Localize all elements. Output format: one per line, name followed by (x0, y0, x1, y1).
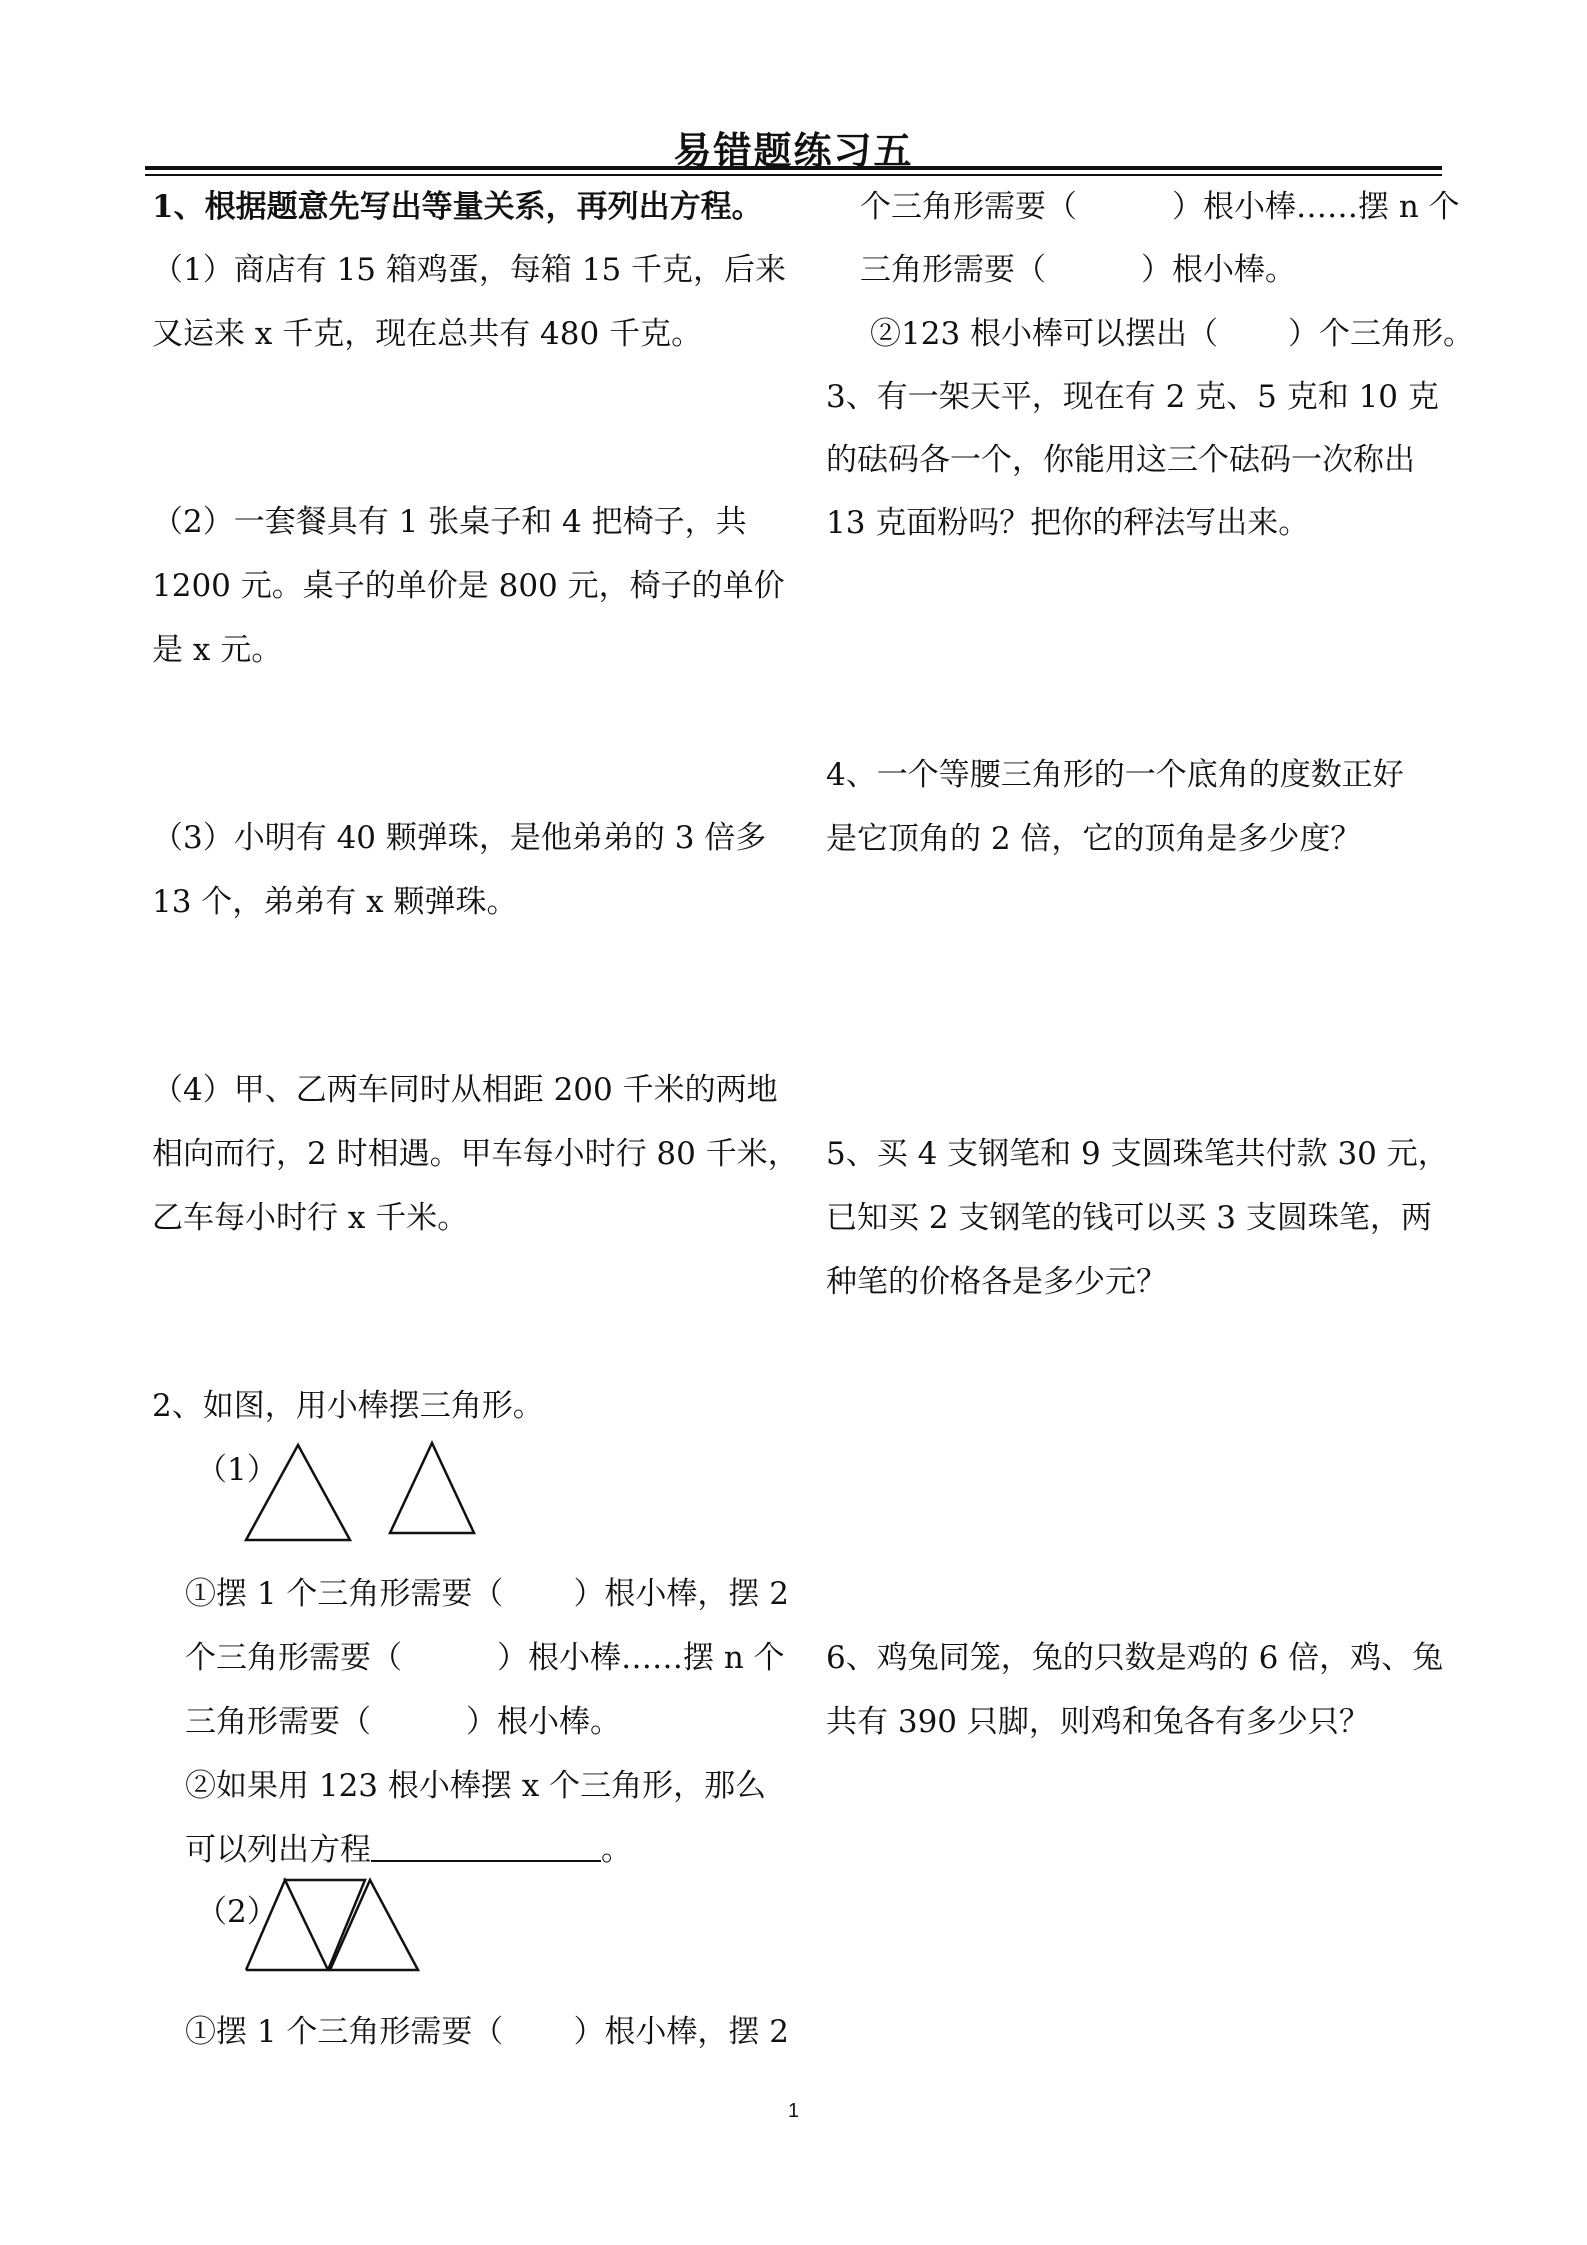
triangle-2 (390, 1443, 474, 1533)
q5-line1: 5、买 4 支钢笔和 9 支圆珠笔共付款 30 元， (826, 1136, 1449, 1172)
q2-part2-line1: ①摆 1 个三角形需要（ ）根小棒，摆 2 (185, 2014, 790, 2050)
q1-p4-line3: 乙车每小时行 x 千米。 (152, 1200, 469, 1236)
q1-p1-line1: （1）商店有 15 箱鸡蛋，每箱 15 千克，后来 (152, 252, 787, 288)
q2-heading: 2、如图，用小棒摆三角形。 (152, 1388, 544, 1424)
single-triangles-figure (240, 1440, 490, 1550)
q2-part2-label: （2） (196, 1894, 278, 1930)
triangle-1 (246, 1445, 350, 1540)
connected-triangles-figure (240, 1872, 440, 1982)
q2-part2-line4: ②123 根小棒可以摆出（ ）个三角形。 (870, 316, 1475, 352)
q2-part1-line4: ②如果用 123 根小棒摆 x 个三角形，那么 (185, 1768, 767, 1804)
q1-p1-line2: 又运来 x 千克，现在总共有 480 千克。 (152, 316, 703, 352)
q1-p3-line2: 13 个，弟弟有 x 颗弹珠。 (152, 884, 518, 920)
q2-part1-line3: 三角形需要（ ）根小棒。 (185, 1704, 621, 1740)
q2-part1-line5: 可以列出方程 。 (185, 1832, 632, 1868)
q6-line1: 6、鸡兔同笼，兔的只数是鸡的 6 倍，鸡、兔 (826, 1640, 1444, 1676)
q1-p3-line1: （3）小明有 40 颗弹珠，是他弟弟的 3 倍多 (152, 820, 767, 856)
title-rule-thick (145, 166, 1442, 170)
q2-part1-line1: ①摆 1 个三角形需要（ ）根小棒，摆 2 (185, 1576, 790, 1612)
page-number: 1 (787, 2100, 800, 2122)
q3-line1: 3、有一架天平，现在有 2 克、5 克和 10 克 (826, 379, 1439, 415)
connected-triangles (246, 1880, 365, 1970)
title-rule-thin (145, 174, 1442, 176)
q3-line3: 13 克面粉吗？把你的秤法写出来。 (826, 505, 1310, 541)
triangle-right (330, 1880, 418, 1970)
q1-p2-line3: 是 x 元。 (152, 632, 283, 668)
page-title: 易错题练习五 (673, 129, 914, 173)
q3-line2: 的砝码各一个，你能用这三个砝码一次称出 (826, 442, 1415, 478)
equation-answer-line (371, 1832, 601, 1862)
q2-part2-line2: 个三角形需要（ ）根小棒……摆 n 个 (860, 189, 1460, 225)
q5-line3: 种笔的价格各是多少元？ (826, 1264, 1167, 1300)
q2-part1-label: （1） (196, 1452, 278, 1488)
q1-p2-line1: （2）一套餐具有 1 张桌子和 4 把椅子，共 (152, 504, 747, 540)
q1-p4-line2: 相向而行，2 时相遇。甲车每小时行 80 千米， (152, 1136, 799, 1172)
q4-line1: 4、一个等腰三角形的一个底角的度数正好 (826, 757, 1404, 793)
q1-heading: 1、根据题意先写出等量关系，再列出方程。 (152, 189, 763, 225)
q2-part2-line3: 三角形需要（ ）根小棒。 (860, 252, 1296, 288)
q1-p2-line2: 1200 元。桌子的单价是 800 元，椅子的单价 (152, 568, 785, 604)
q1-p4-line1: （4）甲、乙两车同时从相距 200 千米的两地 (152, 1072, 778, 1108)
q6-line2: 共有 390 只脚，则鸡和兔各有多少只？ (826, 1704, 1370, 1740)
q2-part1-line2: 个三角形需要（ ）根小棒……摆 n 个 (185, 1640, 785, 1676)
q5-line2: 已知买 2 支钢笔的钱可以买 3 支圆珠笔，两 (826, 1200, 1432, 1236)
q4-line2: 是它顶角的 2 倍，它的顶角是多少度？ (826, 821, 1362, 857)
